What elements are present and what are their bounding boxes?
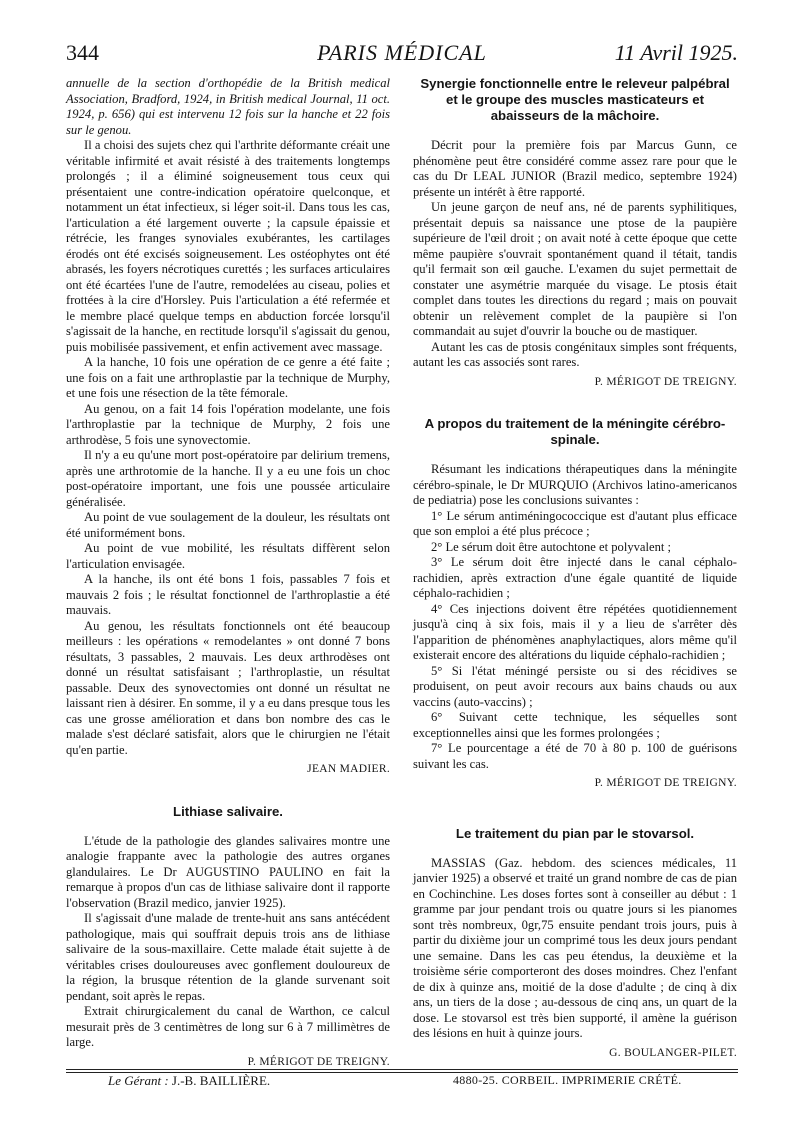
paragraph: Il n'y a eu qu'une mort post-opératoire par delirium tremens, après une arthrotomie de la hanche. Il y a eu une fois un choc post-opératoire important, une fois une poussée articulaire généralisée. (66, 448, 390, 509)
author-signature: JEAN MADIER. (307, 763, 390, 775)
manager-label: Le Gérant : (108, 1073, 169, 1088)
paragraph: Au genou, on a fait 14 fois l'opération modelante, une fois l'arthroplastie par la technique de Murphy, 2 fois une arthrodèse, 5 fois une synovectomie. (66, 401, 390, 447)
left-column (66, 76, 390, 1070)
paragraph: Au point de vue soulagement de la douleur, les résultats ont été uniformément bons. (66, 510, 390, 540)
paragraph: Extrait chirurgicalement du canal de Warthon, ce calcul mesurait près de 3 centimètres de long sur 6 à 7 millimètres de large. (66, 1004, 390, 1049)
paragraph: Un jeune garçon de neuf ans, né de parents syphilitiques, présentait depuis sa naissance une ptose de la paupière supérieure de l'œil droit ; on avait noté à cette époque que cette même paupière s'ouvrait spontanément quand il tétait, tandis qu'il fermait son œil gauche. L'examen du sujet permettait de constater une asymétrie marquée du visage. Le ptosis était complet dans toutes les directions du regard ; mais on pouvait obtenir un relèvement complet de la paupière si l'on commandait au sujet d'ouvrir la bouche ou de mastiquer. (413, 200, 737, 338)
paragraph: A la hanche, 10 fois une opération de ce genre a été faite ; une fois on a fait une arthroplastie par la technique de Murphy, et une fois une résection de la tête fémorale. (66, 355, 390, 400)
conclusion-item: 5° Si l'état méningé persiste ou si des récidives se produisent, on peut avoir recours aux bains chauds ou aux vaccins (auto-vaccins) ; (413, 663, 737, 709)
printer-imprint: 4880-25. CORBEIL. IMPRIMERIE CRÉTÉ. (453, 1073, 682, 1087)
paragraph: A la hanche, ils ont été bons 1 fois, passables 7 fois et mauvais 2 fois ; le résultat fonctionnel de l'arthroplastie a été mauvais. (66, 572, 390, 617)
page-header (66, 40, 738, 70)
manager-name: J.-B. BAILLIÈRE. (171, 1073, 271, 1088)
conclusion-item: 7° Le pourcentage a été de 70 à 80 p. 100 de guérisons suivant les cas. (413, 741, 737, 771)
journal-title: PARIS MÉDICAL (317, 40, 487, 65)
author-signature: P. MÉRIGOT DE TREIGNY. (247, 1055, 390, 1068)
section-title: A propos du traitement de la méningite cérébro-spinale. (424, 416, 726, 447)
conclusion-item: 6° Suivant cette technique, les séquelles sont exceptionnelles ainsi que les formes prolongées ; (413, 710, 737, 740)
paragraph: annuelle de la section d'orthopédie de la British medical Association, Bradford, 1924, in British medical Journal, 11 oct. 1924, p. 656) qui est intervenu 12 fois sur la hanche et 22 fois sur le genou. (66, 76, 390, 137)
paragraph: Au genou, les résultats fonctionnels ont été beaucoup meilleurs : les opérations « remodelantes » ont donné 7 bons résultats, 3 passables, 2 mauvais. Les deux arthrodèses ont donné un résultat satisfaisant ; l'arthroplastie, un résultat passable. Deux des synovectomies ont donné un résultat ne laissant rien à désirer. En somme, il y a eu dans presque tous les cas une grosse amélioration et dans bon nombre des cas le malade s'est déclaré satisfait, alors que le chirurgien ne l'était qu'en partie. (66, 618, 390, 757)
conclusion-item: 4° Ces injections doivent être répétées quotidiennement jusqu'à cinq à six fois, mais il y a lieu de s'arrêter dès l'apparition de phénomènes anaphylactiques, alors même qu'il existerait encore des altérations du liquide céphalo-rachidien ; (413, 601, 737, 662)
conclusion-item: 1° Le sérum antiméningococcique est d'autant plus efficace que son emploi a été plus précoce ; (413, 508, 737, 538)
author-signature: P. MÉRIGOT DE TREIGNY. (594, 777, 737, 789)
paragraph: L'étude de la pathologie des glandes salivaires montre une analogie frappante avec la pathologie des autres organes glandulaires. Le Dr AUGUSTINO PAULINO en fait la remarque à propos d'un cas de lithiase salivaire dont il rapporte l'observation (Brazil medico, janvier 1925). (66, 833, 390, 910)
paragraph: Il s'agissait d'une malade de trente-huit ans sans antécédent pathologique, mais qui souffrait depuis trois ans de lithiase salivaire de la sous-maxillaire. Cette malade était sujette à de véritables crises douloureuses avec gonflement douloureux de la région, la brusque rétention de la glande survenant soit pendant, soit après le repas. (66, 911, 390, 1003)
page-number: 344 (66, 40, 99, 65)
conclusion-item: 3° Le sérum doit être injecté dans le canal céphalo-rachidien, après extraction d'une égale quantité de liquide céphalo-rachidien ; (413, 555, 737, 600)
right-column (413, 76, 737, 1061)
footer-manager (108, 1073, 270, 1089)
paragraph: MASSIAS (Gaz. hebdom. des sciences médicales, 11 janvier 1925) a observé et traité un grand nombre de cas de pian en Cochinchine. Les doses fortes sont à conseiller au début : 1 gramme par jour pendant trois ou quatre jours si les pianomes sont très nombreux, 0gr,75 ensuite pendant trois jours, puis à partir du dixième jour un comprimé tous les deux jours pendant une semaine. Dans les cas peu étendus, la deuxième et la troisième série comporteront des doses moindres. Chez l'enfant de dix à quinze ans, moitié de la dose d'adulte ; de cinq à dix ans, un tiers de la dose ; au-dessous de cinq ans, un quart de la dose. Le stovarsol est très bien supporté, il amène la guérison des lésions en huit à quinze jours. (413, 855, 737, 1040)
section-title: Le traitement du pian par le stovarsol. (455, 825, 695, 841)
footer-divider (66, 1069, 738, 1070)
paragraph: Décrit pour la première fois par Marcus Gunn, ce phénomène peut être considéré comme assez rare pour que le cas du Dr LEAL JUNIOR (Brazil medico, septembre 1924) présente un intérêt à être rapporté. (413, 138, 737, 199)
author-signature: P. MÉRIGOT DE TREIGNY. (594, 375, 737, 388)
section-title: Synergie fonctionnelle entre le releveur palpébral et le groupe des muscles masticateurs et abaisseurs de la mâchoire. (420, 76, 730, 123)
paragraph: Au point de vue mobilité, les résultats diffèrent selon l'articulation envisagée. (66, 541, 390, 571)
author-signature: G. BOULANGER-PILET. (609, 1046, 737, 1059)
section-title: Lithiase salivaire. (173, 803, 283, 819)
paragraph: Il a choisi des sujets chez qui l'arthrite déformante créait une véritable infirmité et avait résisté à des traitements longtemps prolongés ; il a éliminé soigneusement tous ceux qui présentaient une contre-indication opératoire quelconque, et notamment un état infectieux, si léger soit-il. Dans tous les cas, l'articulation a été largement ouverte ; la capsule épaissie et rétrécie, les franges synoviales exubérantes, les cartilages érodés ont été excisés soigneusement. Les ostéophytes ont été abrasés, les foyers nécrotiques curettés ; les surfaces articulaires ont été écartées l'une de l'autre, remodelées au ciseau, polies et frottées à la cire d'Horsley. Puis l'articulation a été refermée et le membre placé quelque temps en abduction forcée lorsqu'il s'agissait de la hanche, en rectitude lorsqu'il s'agissait du genou, puis mobilisée passivement, et enfin activement avec massage. (66, 138, 390, 354)
conclusion-item: 2° Le sérum doit être autochtone et polyvalent ; (431, 539, 672, 554)
issue-date: 11 Avril 1925. (614, 40, 738, 65)
paragraph: Résumant les indications thérapeutiques dans la méningite cérébro-spinale, le Dr MURQUIO (Archivos latino-americanos de pediatria) pose les conclusions suivantes : (413, 462, 737, 507)
paragraph: Autant les cas de ptosis congénitaux simples sont fréquents, autant les cas associés sont rares. (413, 339, 737, 369)
